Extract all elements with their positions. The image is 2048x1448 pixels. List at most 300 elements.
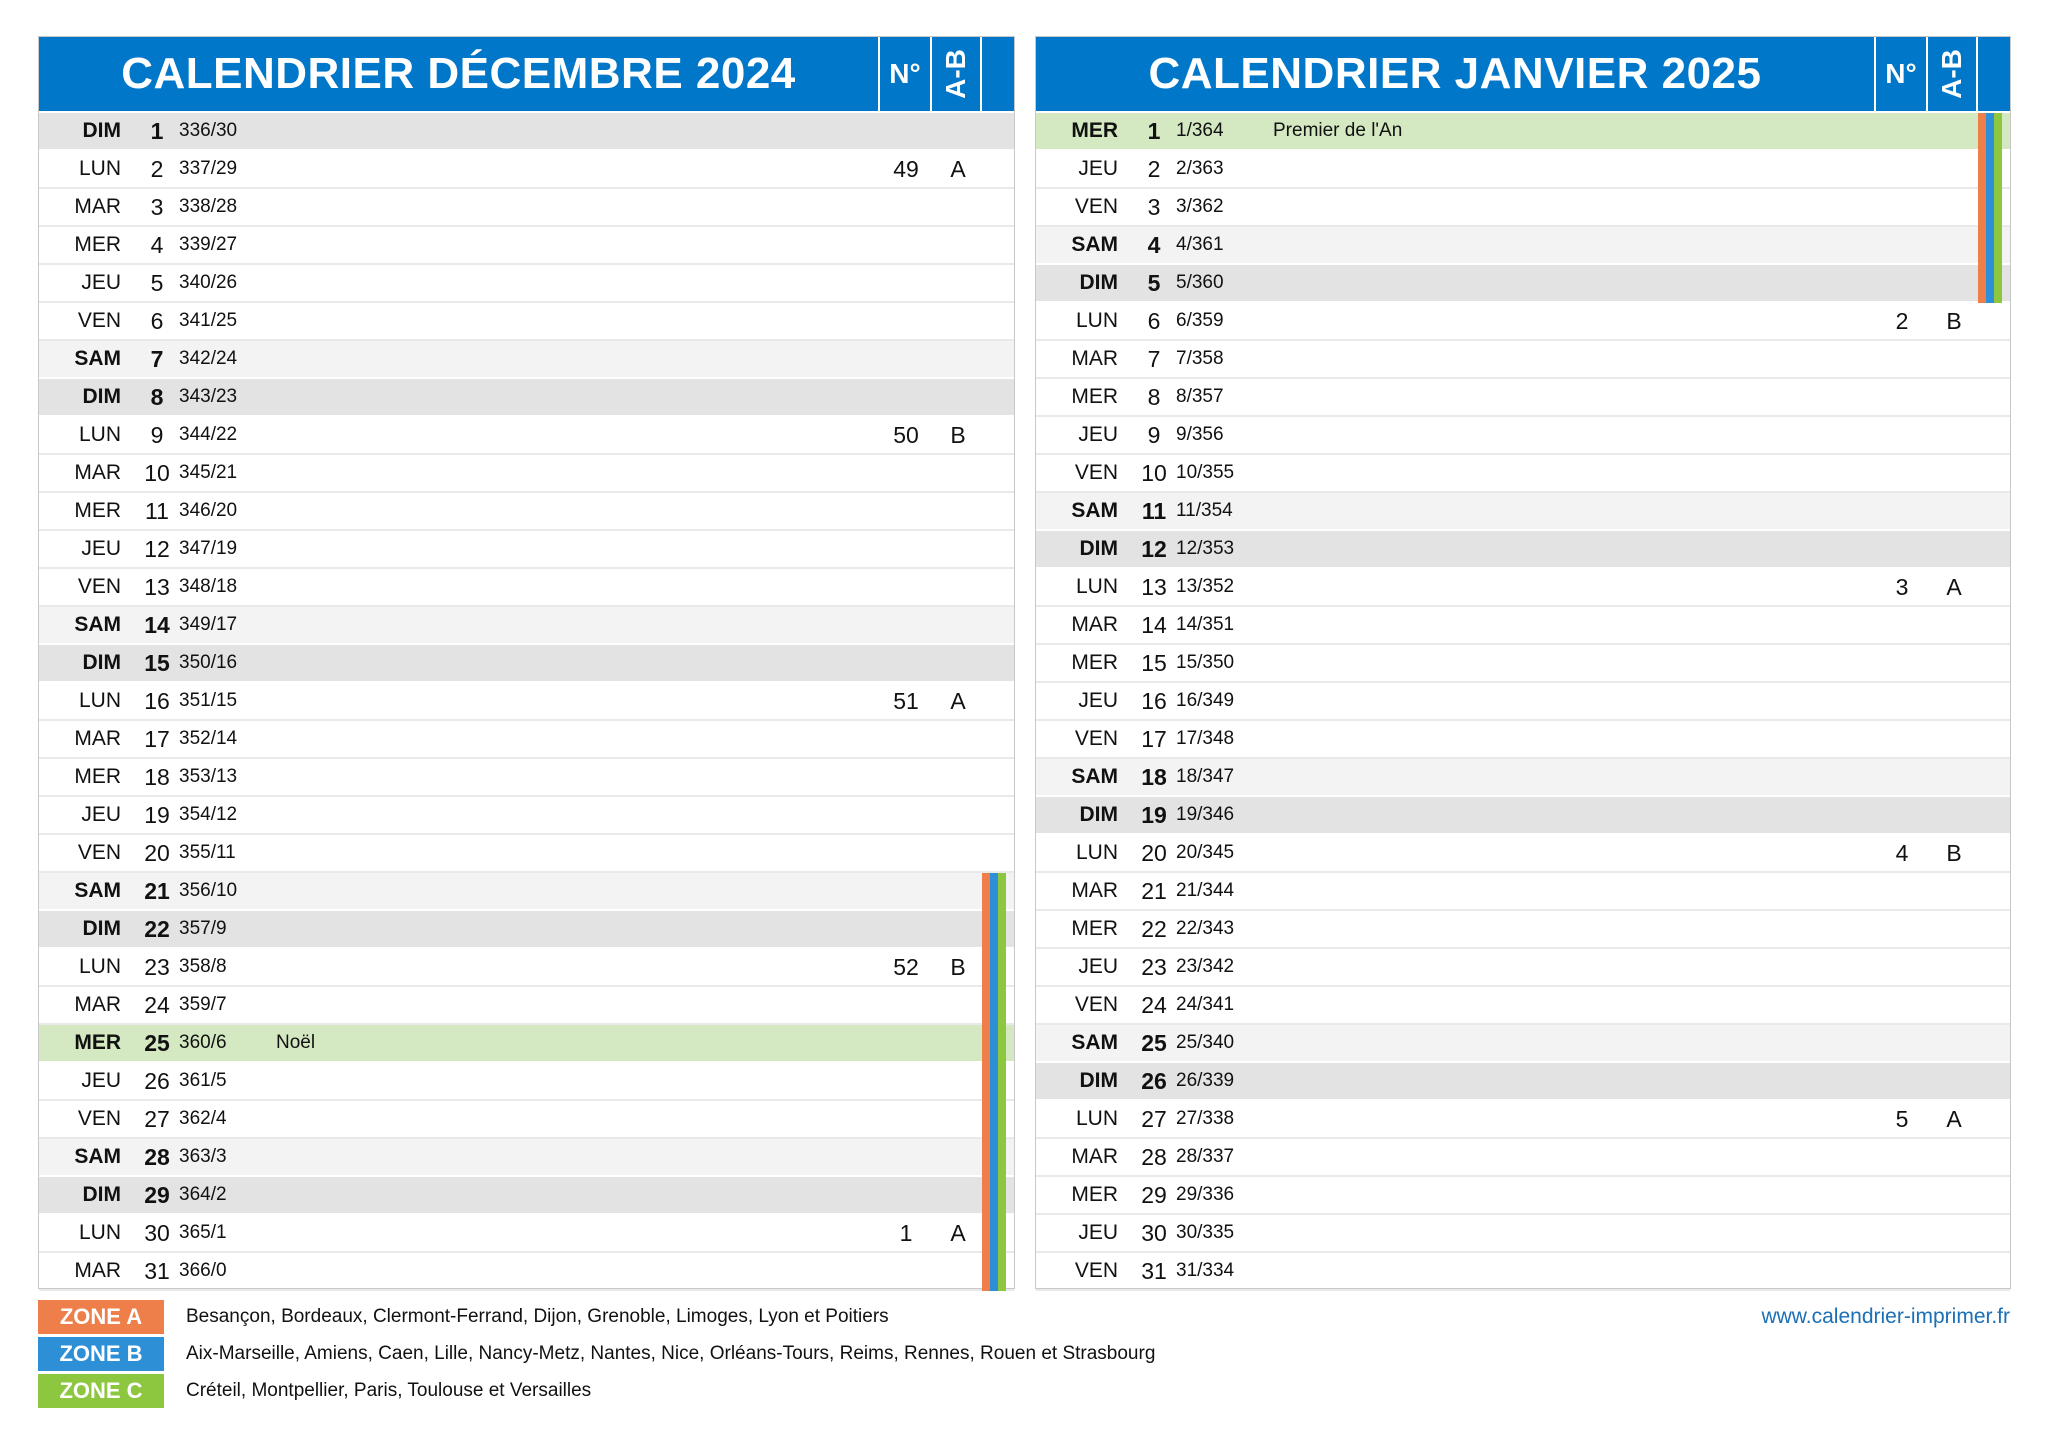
day-of-year: 24/341 [1176,994,1235,1015]
day-of-year: 30/335 [1176,1222,1235,1243]
day-row [39,113,1014,151]
day-of-week: LUN [1075,1107,1118,1130]
zone-c-holiday-bar [998,1063,1006,1101]
day-of-week: LUN [1075,841,1118,864]
day-of-year: 346/20 [179,500,238,521]
calendar-header [39,37,1014,111]
school-holiday-zones [1978,227,2004,263]
day-row [1036,1063,2010,1101]
day-row [1036,303,2010,341]
zone-c-holiday-bar [998,1025,1006,1063]
day-of-year: 357/9 [179,918,227,939]
day-number: 10 [1141,460,1167,486]
day-of-year: 336/30 [179,120,238,141]
day-of-year: 26/339 [1176,1070,1235,1091]
day-number: 23 [144,954,170,980]
ab-week: B [950,954,966,980]
day-row [39,1215,1014,1253]
day-of-week: MAR [74,993,121,1016]
day-number: 11 [145,498,169,524]
school-holiday-zones [1978,265,2004,301]
day-row [39,227,1014,265]
day-row [39,417,1014,455]
day-number: 20 [1141,840,1167,866]
day-of-year: 6/359 [1176,310,1224,331]
day-of-week: VEN [77,841,121,864]
day-of-year: 338/28 [179,196,238,217]
day-row [39,151,1014,189]
zone-a-cities: Besançon, Bordeaux, Clermont-Ferrand, Dijon, Grenoble, Limoges, Lyon et Poitiers [186,1306,889,1327]
calendar-header [1036,37,2010,111]
day-number: 20 [144,840,170,866]
ab-week: A [950,688,966,714]
day-of-year: 3/362 [1176,196,1224,217]
day-of-year: 359/7 [179,994,227,1015]
day-of-week: LUN [78,955,121,978]
zone-b-holiday-bar [990,1063,998,1101]
school-holiday-zones [982,873,1008,909]
day-of-year: 10/355 [1176,462,1235,483]
day-of-week: JEU [1078,157,1118,180]
day-of-year: 355/11 [179,842,236,863]
day-row [39,1139,1014,1177]
week-number-header: N° [889,58,921,89]
calendar-title: CALENDRIER JANVIER 2025 [1148,49,1762,98]
day-number: 19 [1141,802,1167,828]
day-of-year: 15/350 [1176,652,1235,673]
day-number: 15 [144,650,170,676]
day-row [39,1253,1014,1291]
zone-c-holiday-bar [998,949,1006,987]
day-number: 30 [144,1220,170,1246]
day-row [39,531,1014,569]
day-number: 8 [1147,384,1161,410]
day-of-year: 347/19 [179,538,238,559]
day-number: 17 [1141,726,1167,752]
zone-a-holiday-bar [982,1139,990,1177]
day-number: 22 [144,916,170,942]
zone-a-badge: ZONE A [38,1300,164,1334]
day-row [1036,835,2010,873]
header-divider [1976,37,1978,111]
day-of-week: VEN [1074,461,1118,484]
day-of-year: 22/343 [1176,918,1235,939]
zone-b-holiday-bar [990,873,998,911]
day-of-year: 1/364 [1176,120,1224,141]
day-of-week: DIM [1079,1069,1118,1092]
day-of-year: 362/4 [179,1108,227,1129]
zone-b-holiday-bar [990,1101,998,1139]
day-of-year: 365/1 [179,1222,227,1243]
calendar-title: CALENDRIER DÉCEMBRE 2024 [121,49,796,98]
day-number: 4 [1147,232,1161,258]
day-of-week: JEU [1078,955,1118,978]
zone-a-holiday-bar [982,949,990,987]
day-row [1036,189,2010,227]
day-row [1036,949,2010,987]
day-row [1036,569,2010,607]
day-of-year: 14/351 [1176,614,1235,635]
zone-b-holiday-bar [1986,189,1994,227]
day-row [1036,151,2010,189]
day-of-year: 356/10 [179,880,238,901]
day-number: 13 [1141,574,1167,600]
day-of-week: DIM [1079,271,1118,294]
day-number: 5 [1147,270,1161,296]
day-of-year: 340/26 [179,272,238,293]
ab-week-header: A-B [1936,49,1968,99]
day-of-week: MAR [74,195,121,218]
day-row [1036,1025,2010,1063]
zone-b-holiday-bar [990,1177,998,1215]
day-number: 31 [144,1258,170,1284]
day-row [1036,113,2010,151]
day-row [39,569,1014,607]
zone-a-holiday-bar [982,1177,990,1215]
ab-week: B [1946,840,1962,866]
day-of-week: VEN [1074,727,1118,750]
day-row [39,1025,1014,1063]
ab-week: A [1946,1106,1962,1132]
day-of-year: 363/3 [179,1146,227,1167]
day-of-year: 351/15 [179,690,238,711]
day-of-year: 13/352 [1176,576,1235,597]
school-holiday-zones [982,1063,1008,1099]
zone-b-holiday-bar [990,1139,998,1177]
day-of-year: 343/23 [179,386,238,407]
day-of-year: 358/8 [179,956,227,977]
day-of-year: 17/348 [1176,728,1235,749]
day-of-week: MAR [1071,879,1118,902]
day-of-week: JEU [1078,689,1118,712]
ab-week: A [950,1220,966,1246]
day-of-week: LUN [78,157,121,180]
day-of-week: SAM [74,613,121,636]
week-number-header: N° [1885,58,1917,89]
day-number: 10 [144,460,170,486]
day-number: 17 [144,726,170,752]
school-holiday-zones [1978,151,2004,187]
day-number: 25 [144,1030,170,1056]
zone-b-holiday-bar [990,1253,998,1291]
day-row [1036,873,2010,911]
day-row [39,265,1014,303]
day-row [1036,455,2010,493]
day-of-week: DIM [1079,803,1118,826]
day-number: 24 [144,992,170,1018]
day-of-year: 349/17 [179,614,238,635]
school-holiday-zones [982,1215,1008,1251]
day-of-year: 352/14 [179,728,238,749]
day-of-week: MER [1071,1183,1118,1206]
day-of-year: 20/345 [1176,842,1235,863]
website-link[interactable]: www.calendrier-imprimer.fr [1761,1305,2010,1328]
day-of-week: DIM [82,917,121,940]
ab-week: B [950,422,966,448]
day-of-week: LUN [1075,575,1118,598]
day-of-week: MAR [1071,613,1118,636]
day-row [1036,493,2010,531]
day-number: 6 [1147,308,1161,334]
day-row [39,607,1014,645]
school-holiday-zones [982,1101,1008,1137]
zone-a-holiday-bar [982,987,990,1025]
zone-c-holiday-bar [1994,189,2002,227]
legend-zone-b [38,1337,1438,1373]
day-of-year: 2/363 [1176,158,1224,179]
week-number: 4 [1895,840,1909,866]
zone-c-holiday-bar [998,1253,1006,1291]
zone-c-holiday-bar [1994,227,2002,265]
day-of-week: VEN [77,575,121,598]
day-of-year: 4/361 [1176,234,1224,255]
school-holiday-zones [982,1177,1008,1213]
day-of-week: JEU [81,1069,121,1092]
zone-b-holiday-bar [990,911,998,949]
day-of-year: 9/356 [1176,424,1224,445]
day-of-year: 350/16 [179,652,238,673]
day-row [1036,683,2010,721]
day-number: 21 [144,878,170,904]
school-holiday-zones [1978,113,2004,149]
event-label: Premier de l'An [1273,120,1403,141]
day-number: 2 [1147,156,1161,182]
day-of-week: SAM [74,347,121,370]
day-of-week: JEU [81,803,121,826]
day-number: 1 [1147,118,1161,144]
day-number: 2 [150,156,164,182]
event-label: Noël [276,1032,316,1053]
day-number: 26 [144,1068,170,1094]
day-of-year: 366/0 [179,1260,227,1281]
day-of-week: MER [1071,385,1118,408]
zone-c-badge: ZONE C [38,1374,164,1408]
day-row [1036,1177,2010,1215]
day-of-week: VEN [77,309,121,332]
week-number: 1 [899,1220,913,1246]
day-row [1036,417,2010,455]
day-number: 9 [150,422,164,448]
zone-a-holiday-bar [1978,189,1986,227]
school-holiday-zones [982,1253,1008,1289]
day-of-week: VEN [1074,993,1118,1016]
day-number: 14 [144,612,170,638]
school-holiday-zones [982,949,1008,985]
day-row [1036,1253,2010,1291]
day-row [39,873,1014,911]
zone-c-holiday-bar [998,1101,1006,1139]
day-of-week: VEN [1074,1259,1118,1282]
day-row [39,949,1014,987]
day-row [39,835,1014,873]
day-of-year: 361/5 [179,1070,227,1091]
school-holiday-zones [1978,189,2004,225]
day-of-year: 341/25 [179,310,238,331]
day-number: 11 [1141,498,1167,524]
day-list [1036,113,2010,1291]
school-zones-legend [38,1300,1438,1411]
day-of-week: MAR [74,461,121,484]
zone-a-holiday-bar [982,873,990,911]
legend-zone-a [38,1300,1438,1336]
day-number: 24 [1141,992,1167,1018]
day-of-week: LUN [1075,309,1118,332]
day-row [1036,759,2010,797]
zone-c-holiday-bar [998,1177,1006,1215]
day-of-week: SAM [1071,1031,1118,1054]
day-of-year: 8/357 [1176,386,1224,407]
day-number: 18 [144,764,170,790]
day-row [39,683,1014,721]
day-of-week: VEN [77,1107,121,1130]
day-of-year: 11/354 [1176,500,1233,521]
ab-week: A [1946,574,1962,600]
zone-b-holiday-bar [990,949,998,987]
zone-b-holiday-bar [990,1215,998,1253]
zone-b-holiday-bar [1986,265,1994,303]
day-row [39,1177,1014,1215]
day-number: 27 [1141,1106,1167,1132]
day-row [39,455,1014,493]
zone-b-holiday-bar [1986,151,1994,189]
day-row [1036,721,2010,759]
zone-c-holiday-bar [998,1139,1006,1177]
day-of-week: DIM [82,651,121,674]
day-number: 16 [1141,688,1167,714]
day-of-week: MAR [1071,347,1118,370]
day-row [39,911,1014,949]
day-of-week: SAM [74,1145,121,1168]
day-of-year: 25/340 [1176,1032,1235,1053]
day-of-week: LUN [78,689,121,712]
day-of-week: MAR [74,727,121,750]
day-of-week: JEU [81,271,121,294]
day-number: 29 [1141,1182,1167,1208]
day-number: 31 [1141,1258,1167,1284]
zone-b-badge: ZONE B [38,1337,164,1371]
day-number: 7 [1147,346,1161,372]
day-row [1036,797,2010,835]
zone-b-holiday-bar [1986,227,1994,265]
day-number: 13 [144,574,170,600]
day-of-week: JEU [1078,423,1118,446]
day-of-year: 353/13 [179,766,238,787]
day-number: 6 [150,308,164,334]
day-row [1036,531,2010,569]
day-of-year: 28/337 [1176,1146,1235,1167]
zone-a-holiday-bar [982,911,990,949]
calendar-january-2025 [1035,36,2011,1289]
day-number: 21 [1141,878,1167,904]
day-row [39,1101,1014,1139]
day-of-year: 360/6 [179,1032,227,1053]
day-row [1036,911,2010,949]
day-of-year: 19/346 [1176,804,1235,825]
day-row [1036,645,2010,683]
zone-a-holiday-bar [982,1063,990,1101]
zone-c-holiday-bar [998,911,1006,949]
zone-c-holiday-bar [1994,151,2002,189]
day-of-year: 29/336 [1176,1184,1235,1205]
ab-week: A [950,156,966,182]
day-of-week: VEN [1074,195,1118,218]
day-of-week: JEU [81,537,121,560]
day-number: 8 [150,384,164,410]
day-number: 12 [144,536,170,562]
day-of-year: 342/24 [179,348,238,369]
day-of-year: 344/22 [179,424,238,445]
day-number: 12 [1141,536,1167,562]
day-of-week: SAM [1071,233,1118,256]
day-of-week: MAR [74,1259,121,1282]
day-of-year: 348/18 [179,576,238,597]
week-number: 3 [1895,574,1909,600]
zone-a-holiday-bar [1978,265,1986,303]
day-of-week: SAM [1071,765,1118,788]
day-number: 4 [150,232,164,258]
day-row [1036,607,2010,645]
zone-b-holiday-bar [1986,113,1994,151]
day-of-year: 354/12 [179,804,238,825]
day-of-week: MER [1071,917,1118,940]
day-number: 15 [1141,650,1167,676]
day-list [39,113,1014,1291]
zone-a-holiday-bar [1978,113,1986,151]
week-number: 52 [893,954,919,980]
day-number: 28 [1141,1144,1167,1170]
day-of-year: 16/349 [1176,690,1235,711]
day-row [39,759,1014,797]
day-of-week: MER [74,765,121,788]
zone-a-holiday-bar [982,1215,990,1253]
day-number: 7 [150,346,164,372]
zone-a-holiday-bar [982,1025,990,1063]
ab-week-header: A-B [940,49,972,99]
day-row [39,303,1014,341]
zone-c-holiday-bar [1994,113,2002,151]
day-of-week: JEU [1078,1221,1118,1244]
day-of-year: 7/358 [1176,348,1224,369]
day-number: 22 [1141,916,1167,942]
school-holiday-zones [982,911,1008,947]
calendar-december-2024 [38,36,1015,1289]
day-of-year: 31/334 [1176,1260,1235,1281]
day-number: 14 [1141,612,1167,638]
day-row [1036,341,2010,379]
day-row [39,797,1014,835]
day-number: 23 [1141,954,1167,980]
zone-a-holiday-bar [1978,227,1986,265]
day-of-week: DIM [82,385,121,408]
day-number: 16 [144,688,170,714]
week-number: 51 [893,688,919,714]
day-of-year: 345/21 [179,462,238,483]
day-row [1036,1101,2010,1139]
day-of-week: MER [74,1031,121,1054]
header-divider [980,37,982,111]
day-number: 28 [144,1144,170,1170]
day-row [39,341,1014,379]
day-of-week: MER [74,233,121,256]
day-row [39,189,1014,227]
day-number: 26 [1141,1068,1167,1094]
day-of-week: DIM [1079,537,1118,560]
day-of-week: MER [1071,651,1118,674]
day-number: 30 [1141,1220,1167,1246]
week-number: 5 [1895,1106,1909,1132]
day-number: 3 [1147,194,1161,220]
day-row [39,987,1014,1025]
